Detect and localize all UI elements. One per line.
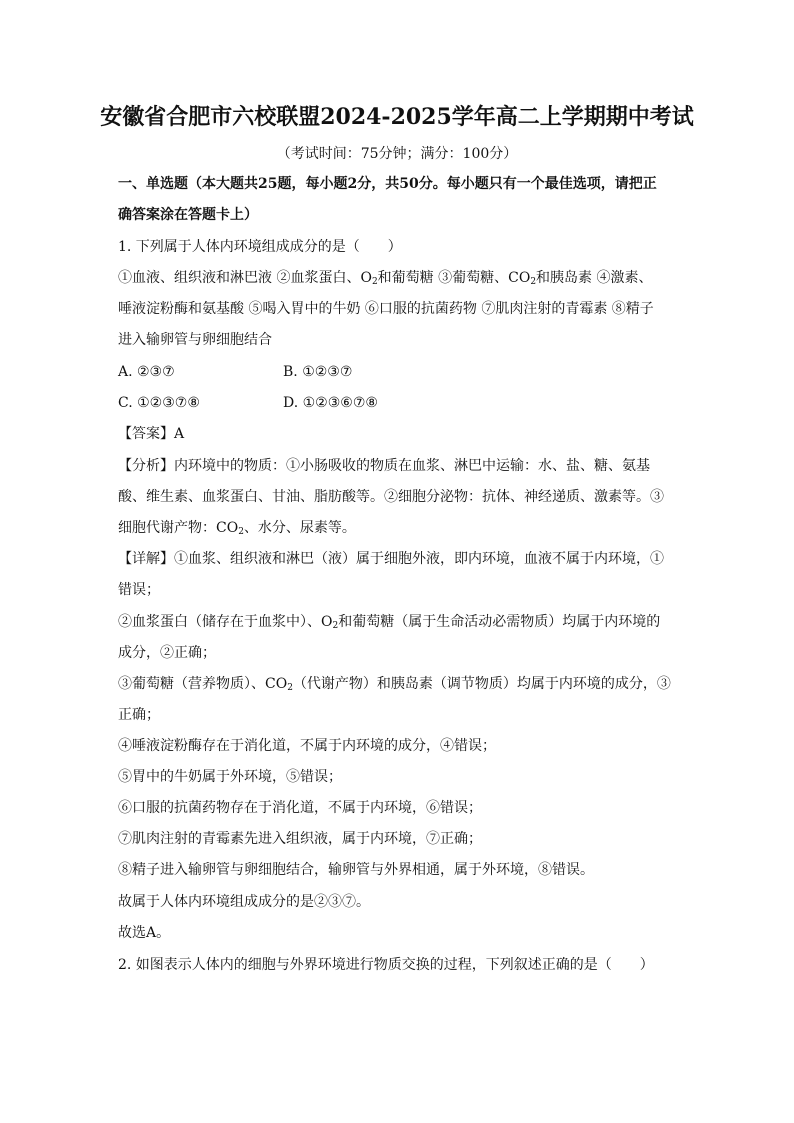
question-1-items-line-3: 进入输卵管与卵细胞结合 [118,332,272,348]
detail-line-7: ④唾液淀粉酶存在于消化道，不属于内环境的成分，④错误； [118,738,496,754]
detail-text-b: 和葡萄糖（属于生命活动必需物质）均属于内环境的 [338,614,661,630]
question-1-items-line-1 [118,268,653,288]
detail-line-4: 成分，②正确； [118,645,216,661]
detail-line-11: ⑧精子进入输卵管与卵细胞结合，输卵管与外界相通，属于外环境，⑧错误。 [118,862,594,878]
subscript-2: 2 [530,277,537,287]
analysis-text-a: 细胞代谢产物：CO [118,520,239,536]
subscript-2: 2 [371,277,378,287]
analysis-text-b: 、水分、尿素等。 [243,520,356,536]
detail-line-5 [118,674,671,694]
items-text-a: ①血液、组织液和淋巴液 ②血浆蛋白、O [118,270,372,286]
section-heading-line-1: 一、单选题（本大题共25题，每小题2分，共50分。每小题只有一个最佳选项，请把正 [118,176,657,192]
option-a: A. ②③⑦ [118,364,175,380]
option-b: B. ①②③⑦ [283,364,353,380]
detail-line-9: ⑥口服的抗菌药物存在于消化道，不属于内环境，⑥错误； [118,800,482,816]
conclusion: 故属于人体内环境组成成分的是②③⑦。 [118,894,370,910]
items-text-b: 和葡萄糖 ③葡萄糖、CO [377,270,531,286]
detail-line-6: 正确； [118,707,160,723]
items-text-c: 和胰岛素 ④激素、 [536,270,653,286]
subscript-2: 2 [287,683,293,693]
subscript-2: 2 [332,621,339,631]
analysis-line-2: 酸、维生素、血浆蛋白、甘油、脂肪酸等。②细胞分泌物：抗体、神经递质、激素等。③ [118,489,664,505]
detail-line-2: 错误； [118,582,160,598]
section-heading-line-2: 确答案涂在答题卡上） [118,207,258,223]
detail-line-1: 【详解】①血浆、组织液和淋巴（液）属于细胞外液，即内环境，血液不属于内环境，① [118,551,664,567]
option-c: C. ①②③⑦⑧ [118,395,200,411]
question-1-items-line-2: 唾液淀粉酶和氨基酸 ⑤喝入胃中的牛奶 ⑥口服的抗菌药物 ⑦肌肉注射的青霉素 ⑧精子 [118,301,654,317]
detail-text-b: （代谢产物）和胰岛素（调节物质）均属于内环境的成分，③ [292,676,671,692]
question-2-stem: 2. 如图表示人体内的细胞与外界环境进行物质交换的过程，下列叙述正确的是（ ） [118,957,654,973]
question-1-answer: 【答案】A [118,426,185,442]
analysis-line-3 [118,518,356,538]
question-1-options-row-1 [118,362,175,382]
question-1-stem: 1. 下列属于人体内环境组成成分的是（ ） [118,239,402,255]
detail-text-a: ②血浆蛋白（储存在于血浆中）、O [118,614,333,630]
exam-info: （考试时间：75分钟；满分：100分） [276,146,518,162]
detail-line-8: ⑤胃中的牛奶属于外环境，⑤错误； [118,769,342,785]
detail-line-3 [118,612,660,632]
detail-line-10: ⑦肌肉注射的青霉素先进入组织液，属于内环境，⑦正确； [118,831,482,847]
subscript-2: 2 [238,527,244,537]
analysis-line-1: 【分析】内环境中的物质：①小肠吸收的物质在血浆、淋巴中运输：水、盐、糖、氨基 [118,458,650,474]
page-title: 安徽省合肥市六校联盟2024-2025学年高二上学期期中考试 [100,104,694,130]
option-d: D. ①②③⑥⑦⑧ [283,395,378,411]
choice-statement: 故选A。 [118,925,171,941]
detail-text-a: ③葡萄糖（营养物质）、CO [118,676,288,692]
